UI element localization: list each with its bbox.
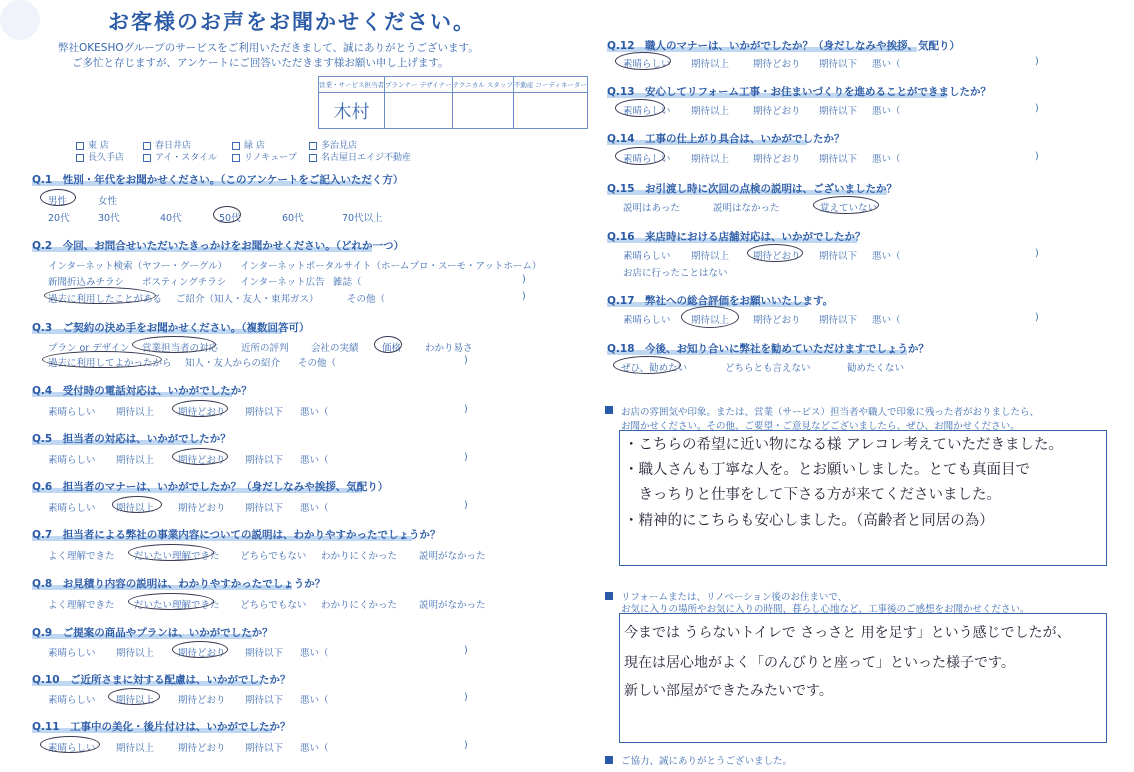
answer-option[interactable]: 期待以上 (116, 743, 155, 754)
answer-circle-mark (40, 736, 100, 753)
answer-option[interactable]: 期待以下 (245, 648, 284, 659)
question-label: Q.7 担当者による弊社の事業内容についての説明は、わかりやすかったでしょうか？ (32, 529, 441, 541)
answer-option[interactable]: インターネットポータルサイト（ホームプロ・スーモ・アットホーム） (240, 261, 542, 272)
checkbox-icon[interactable] (232, 142, 240, 150)
answer-circle-mark (615, 52, 671, 70)
staff-header-planner: プランナー デザイナー (385, 77, 453, 93)
answer-option[interactable]: 期待どおり (753, 59, 801, 70)
answer-circle-mark (42, 351, 162, 368)
answer-option[interactable]: 悪い（ (872, 106, 901, 117)
answer-option[interactable]: ) (464, 404, 468, 415)
answer-circle-mark (132, 336, 219, 354)
comment1-line-2: ・職人さんも丁寧な人を。とお願いしました。とても真面目で (624, 462, 1030, 478)
store-option[interactable] (143, 150, 217, 163)
comment2-line-1: 今までは うらないトイレで さっさと 用を足す」という感じでしたが、 (624, 625, 1071, 641)
answer-option[interactable]: 期待以下 (819, 59, 858, 70)
answer-option[interactable]: 期待どおり (178, 407, 226, 418)
answer-option[interactable]: 説明がなかった (419, 600, 486, 611)
answer-option[interactable]: 素晴らしい (48, 695, 96, 706)
comment1-line-3: きっちりと仕事をして下さる方が来てくださいました。 (624, 487, 1001, 503)
store-label: リノキューブ (244, 153, 297, 163)
answer-circle-mark (615, 147, 665, 165)
answer-option[interactable]: 素晴らしい (623, 106, 671, 117)
answer-option[interactable]: 悪い（ (300, 648, 329, 659)
answer-circle-mark (681, 306, 739, 328)
comment1-bullet (605, 406, 613, 414)
comment2-line-3: 新しい部屋ができたみたいです。 (624, 683, 833, 699)
staff-name-planner (385, 93, 453, 129)
answer-option[interactable]: 期待以下 (245, 455, 284, 466)
answer-option[interactable]: ) (1035, 151, 1039, 162)
store-option[interactable] (76, 150, 124, 163)
answer-option[interactable]: 期待以上 (691, 106, 730, 117)
answer-option[interactable]: 素晴らしい (48, 407, 96, 418)
answer-option[interactable]: 説明はあった (623, 203, 680, 214)
answer-option[interactable]: ) (1035, 103, 1039, 114)
staff-name-sales: 木村 (319, 93, 385, 129)
answer-option[interactable]: だいたい理解できた (134, 600, 220, 611)
question-label: Q.1 性別・年代をお聞かせください。（このアンケートをご記入いただく方） (32, 174, 404, 186)
answer-option[interactable]: よく理解できた (48, 551, 115, 562)
answer-option[interactable]: わかり易さ (425, 343, 473, 354)
answer-option[interactable]: 素晴らしい (48, 743, 96, 754)
answer-circle-mark (374, 336, 402, 353)
answer-option[interactable]: 期待以上 (116, 455, 155, 466)
footer-bullet (605, 756, 613, 764)
answer-circle-mark (128, 544, 214, 561)
store-label: アイ・スタイル (155, 153, 218, 163)
answer-option[interactable]: プラン or デザイン (48, 343, 130, 354)
staff-header-technical: テクニカル スタッフ (452, 77, 513, 93)
answer-option[interactable]: よく理解できた (48, 600, 115, 611)
comment2-bullet (605, 592, 613, 600)
answer-option[interactable]: 悪い（ (872, 59, 901, 70)
answer-circle-mark (213, 206, 241, 223)
comment1-line-4: ・精神的にこちらも安心しました。（高齢者と同居の為） (624, 513, 994, 529)
answer-option[interactable]: 悪い（ (300, 695, 329, 706)
answer-option[interactable]: 期待以下 (245, 503, 284, 514)
comment-box-impressions (619, 430, 1107, 566)
store-label: 名古屋日エイジ不動産 (321, 153, 412, 163)
checkbox-icon[interactable] (76, 142, 84, 150)
answer-option[interactable]: 期待どおり (178, 503, 226, 514)
answer-option[interactable]: 期待以下 (819, 315, 858, 326)
answer-option[interactable]: 期待以上 (116, 503, 155, 514)
answer-circle-mark (44, 287, 156, 304)
question-label: Q.17 弊社への総合評価をお願いいたします。 (607, 295, 834, 307)
answer-circle-mark (108, 688, 160, 705)
answer-option[interactable]: 素晴らしい (623, 59, 671, 70)
answer-option[interactable]: ポスティングチラシ (142, 277, 227, 288)
answer-option[interactable]: 近所の評判 (241, 343, 289, 354)
answer-option[interactable]: 素晴らしい (48, 503, 96, 514)
store-label: 緑 店 (244, 141, 265, 151)
question-label: Q.8 お見積り内容の説明は、わかりやすかったでしょうか？ (32, 578, 326, 590)
answer-option[interactable]: ) (464, 645, 468, 656)
answer-option[interactable]: 悪い（ (300, 407, 329, 418)
answer-option[interactable]: どちらでもない (240, 551, 307, 562)
answer-option[interactable]: わかりにくかった (321, 551, 398, 562)
comment1-prompt-1: お店の雰囲気や印象。または、営業（サービス）担当者や職人で印象に残った者がおりましたら、 (621, 407, 1040, 418)
answer-circle-mark (172, 448, 228, 465)
answer-option[interactable]: 期待どおり (753, 106, 801, 117)
answer-circle-mark (747, 244, 803, 262)
checkbox-icon[interactable] (309, 154, 317, 162)
answer-option[interactable]: 説明はなかった (713, 203, 780, 214)
answer-option[interactable]: 悪い（ (300, 503, 329, 514)
answer-circle-mark (172, 400, 228, 417)
answer-option[interactable]: 期待以上 (691, 154, 730, 165)
answer-option[interactable]: インターネット広告 (240, 277, 325, 288)
question-label: Q.4 受付時の電話対応は、いかがでしたか？ (32, 385, 252, 397)
checkbox-icon[interactable] (76, 154, 84, 162)
answer-option[interactable]: 勧めたくない (847, 363, 905, 374)
answer-option[interactable]: 雑誌（ (333, 277, 362, 288)
answer-option[interactable]: 期待どおり (753, 251, 801, 262)
answer-option[interactable]: 期待以下 (819, 251, 858, 262)
answer-option[interactable]: 素晴らしい (623, 154, 671, 165)
answer-option[interactable]: ぜひ、勧めたい (621, 363, 688, 374)
comment-box-after-reform (619, 613, 1107, 743)
answer-option[interactable]: その他（ (298, 358, 337, 369)
answer-option[interactable]: 期待以上 (116, 695, 155, 706)
answer-option[interactable]: 30代 (98, 213, 120, 224)
checkbox-icon[interactable] (309, 142, 317, 150)
staff-table (318, 76, 588, 129)
answer-option[interactable]: お店に行ったことはない (623, 268, 728, 279)
comment2-prompt-2: お気に入りの場所やお気に入りの時間、暮らし心地など、工事後のご感想をお聞かせください。 (621, 604, 1030, 615)
answer-option[interactable]: だいたい理解できた (134, 551, 220, 562)
answer-option[interactable]: 新聞折込みチラシ (48, 277, 125, 288)
question-label: Q.13 安心してリフォーム工事・お住まいづくりを進めることができましたか？ (607, 86, 992, 98)
answer-option[interactable]: 期待以上 (691, 251, 730, 262)
answer-option[interactable]: 女性 (98, 196, 118, 207)
answer-option[interactable]: 期待どおり (178, 455, 226, 466)
page-title: お客様のお声をお聞かせください。 (108, 10, 476, 34)
answer-option[interactable]: ) (1035, 56, 1039, 67)
comment1-prompt-2: お聞かせください。その他、ご要望・ご意見などございましたら、ぜひ、お聞かせください。 (621, 421, 1020, 432)
question-label: Q.10 ご近所さまに対する配慮は、いかがでしたか？ (32, 674, 291, 686)
question-label: Q.12 職人のマナーは、いかがでしたか？（身だしなみや挨拶、気配り） (607, 40, 961, 52)
answer-option[interactable]: 期待どおり (753, 154, 801, 165)
checkbox-icon[interactable] (143, 154, 151, 162)
answer-option[interactable]: 期待以上 (691, 315, 730, 326)
answer-option[interactable]: その他（ (347, 294, 386, 305)
comment1-line-1: ・こちらの希望に近い物になる様 アレコレ考えていただきました。 (624, 437, 1064, 453)
checkbox-icon[interactable] (143, 142, 151, 150)
answer-option[interactable]: ) (464, 740, 468, 751)
answer-option[interactable]: 素晴らしい (48, 455, 96, 466)
answer-option[interactable]: ) (522, 274, 526, 285)
answer-option[interactable]: 悪い（ (872, 154, 901, 165)
answer-option[interactable]: わかりにくかった (321, 600, 398, 611)
answer-option[interactable]: 期待以上 (691, 59, 730, 70)
staff-header-realestate: 不動産 コーディネーター (513, 77, 587, 93)
checkbox-icon[interactable] (232, 154, 240, 162)
answer-option[interactable]: 期待どおり (178, 695, 226, 706)
answer-option[interactable]: 知人・友人からの紹介 (185, 358, 281, 369)
answer-option[interactable]: ) (1035, 248, 1039, 259)
answer-option[interactable]: ご紹介（知人・友人・東邦ガス） (176, 294, 319, 305)
question-label: Q.5 担当者の対応は、いかがでしたか？ (32, 433, 231, 445)
answer-option[interactable]: 素晴らしい (623, 251, 671, 262)
question-label: Q.9 ご提案の商品やプランは、いかがでしたか？ (32, 627, 273, 639)
store-option[interactable] (309, 150, 411, 163)
comment2-line-2: 現在は居心地がよく「のんびりと座って」といった様子です。 (624, 655, 1015, 671)
store-option[interactable] (232, 150, 297, 163)
store-label: 多治見店 (321, 141, 358, 151)
answer-option[interactable]: どちらでもない (240, 600, 307, 611)
answer-option[interactable]: 素晴らしい (48, 648, 96, 659)
answer-option[interactable]: 70代以上 (342, 213, 383, 224)
answer-option[interactable]: 覚えていない (820, 203, 878, 214)
answer-option[interactable]: 男性 (48, 196, 68, 207)
answer-option[interactable]: 期待どおり (178, 743, 226, 754)
answer-option[interactable]: ) (464, 355, 468, 366)
answer-option[interactable]: 期待以下 (245, 407, 284, 418)
answer-option[interactable]: 悪い（ (300, 455, 329, 466)
answer-option[interactable]: 過去に利用したことがある (48, 294, 163, 305)
answer-option[interactable]: 悪い（ (872, 251, 901, 262)
answer-option[interactable]: インターネット検索（ヤフー・グーグル） (48, 261, 228, 272)
footer-thanks: ご協力、誠にありがとうございました。 (621, 756, 793, 767)
answer-circle-mark (613, 356, 681, 374)
answer-option[interactable]: 価格 (382, 343, 402, 354)
intro-line-2: ご多忙と存じますが、アンケートにご回答いただきます様お願い申し上げます。 (72, 57, 449, 69)
answer-option[interactable]: ) (464, 452, 468, 463)
question-label: Q.6 担当者のマナーは、いかがでしたか？（身だしなみや挨拶、気配り） (32, 481, 389, 493)
answer-option[interactable]: ) (464, 692, 468, 703)
answer-option[interactable]: 50代 (219, 213, 241, 224)
answer-option[interactable]: 営業担当者の対応 (142, 343, 219, 354)
answer-circle-mark (128, 593, 214, 610)
answer-option[interactable]: 悪い（ (872, 315, 901, 326)
question-label: Q.3 ご契約の決め手をお聞かせください。（複数回答可） (32, 322, 310, 334)
answer-option[interactable]: ) (1035, 312, 1039, 323)
answer-option[interactable]: 期待以下 (245, 695, 284, 706)
question-label: Q.14 工事の仕上がり具合は、いかがでしたか？ (607, 133, 845, 145)
answer-circle-mark (172, 641, 228, 658)
answer-option[interactable]: 期待どおり (178, 648, 226, 659)
answer-option[interactable]: 期待以下 (819, 106, 858, 117)
staff-header-sales: 営業・サービス担当者 (319, 77, 385, 93)
answer-option[interactable]: 説明がなかった (419, 551, 486, 562)
paper-mark (0, 0, 40, 40)
answer-option[interactable]: 過去に利用してよかったから (48, 358, 172, 369)
answer-option[interactable]: ) (464, 500, 468, 511)
store-label: 長久手店 (88, 153, 125, 163)
question-label: Q.11 工事中の美化・後片付けは、いかがでしたか？ (32, 721, 291, 733)
answer-circle-mark (813, 196, 879, 214)
right-page (567, 0, 1134, 772)
question-label: Q.18 今後、お知り合いに弊社を勧めていただけますでしょうか？ (607, 343, 929, 355)
answer-option[interactable]: 期待以下 (819, 154, 858, 165)
answer-option[interactable]: 悪い（ (300, 743, 329, 754)
store-label: 東 店 (88, 141, 109, 151)
answer-option[interactable]: 会社の実績 (311, 343, 359, 354)
question-label: Q.16 来店時における店舗対応は、いかがでしたか？ (607, 231, 866, 243)
store-label: 春日井店 (155, 141, 192, 151)
question-label: Q.2 今回、お問合せいただいたきっかけをお聞かせください。（どれか一つ） (32, 240, 404, 252)
answer-option[interactable]: 期待どおり (753, 315, 801, 326)
staff-name-technical (452, 93, 513, 129)
answer-option[interactable]: ) (522, 291, 526, 302)
intro-line-1: 弊社OKESHOグループのサービスをご利用いただきまして、誠にありがとうございます。 (58, 42, 479, 54)
answer-option[interactable]: 期待以上 (116, 407, 155, 418)
answer-circle-mark (615, 99, 665, 117)
answer-option[interactable]: どちらとも言えない (725, 363, 811, 374)
answer-option[interactable]: 素晴らしい (623, 315, 671, 326)
answer-circle-mark (112, 496, 162, 513)
answer-option[interactable]: 20代 (48, 213, 70, 224)
answer-option[interactable]: 60代 (282, 213, 304, 224)
answer-option[interactable]: 期待以下 (245, 743, 284, 754)
answer-circle-mark (40, 189, 76, 206)
answer-option[interactable]: 40代 (160, 213, 182, 224)
question-label: Q.15 お引渡し時に次回の点検の説明は、ございましたか？ (607, 183, 898, 195)
answer-option[interactable]: 期待以上 (116, 648, 155, 659)
comment2-prompt-1: リフォームまたは、リノベーション後のお住まいで、 (621, 592, 848, 603)
